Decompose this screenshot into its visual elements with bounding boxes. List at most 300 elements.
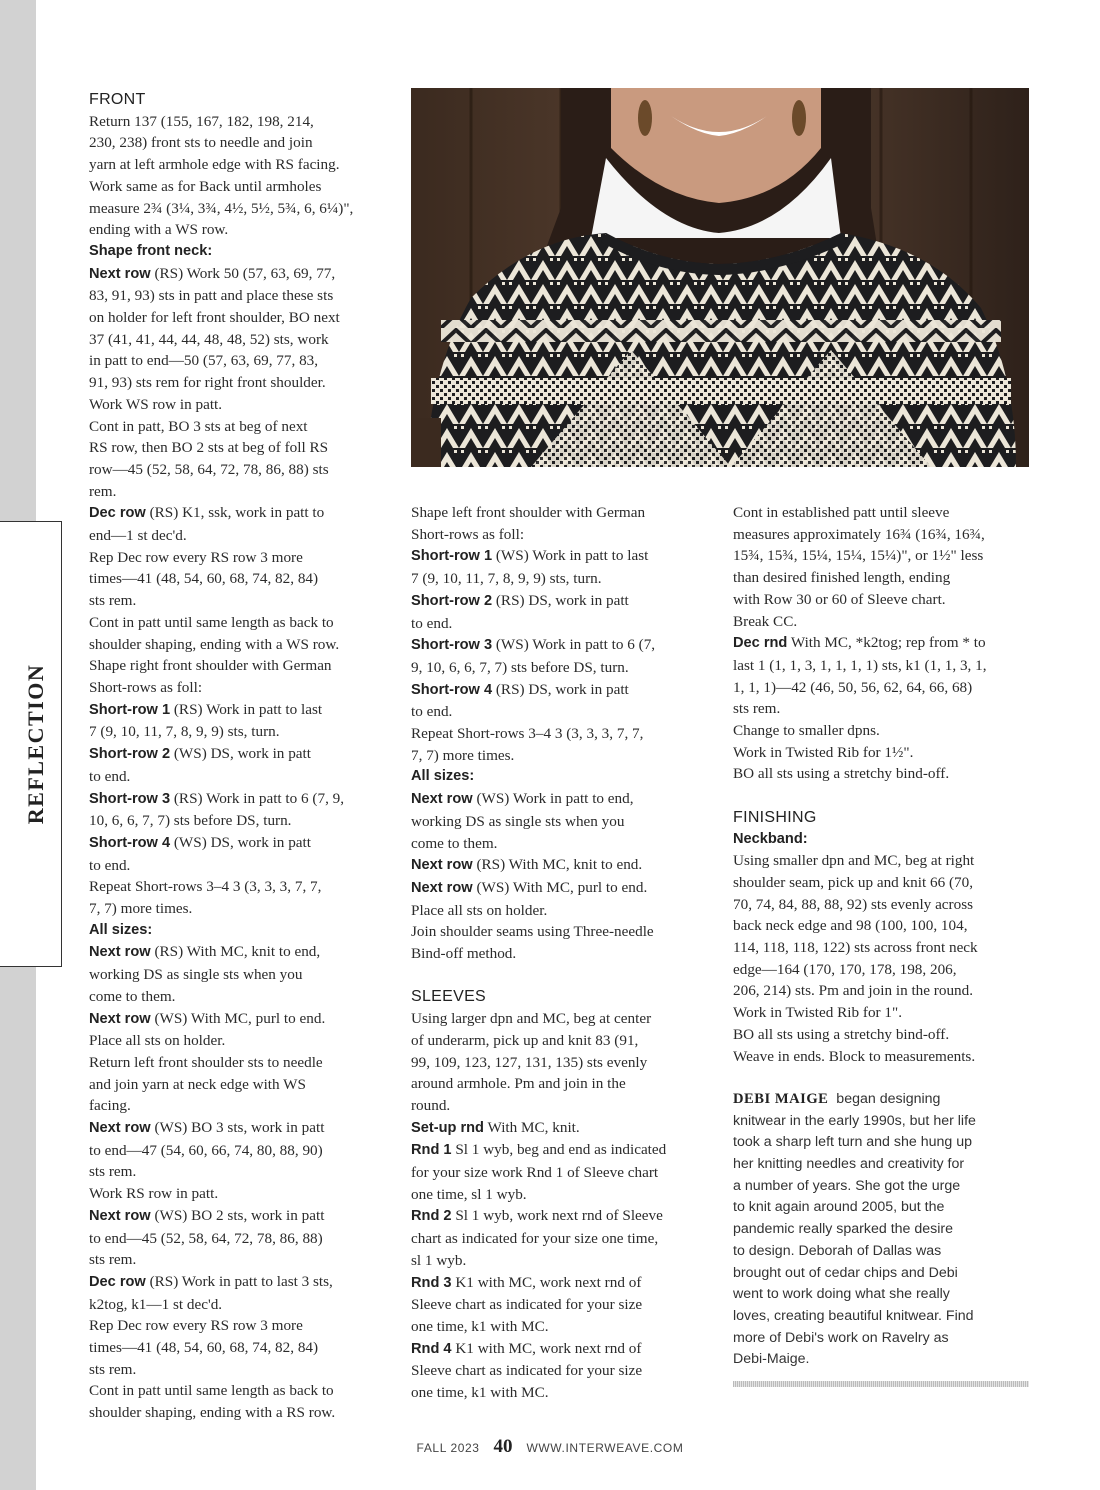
line-text: Rep Dec row every RS row 3 more bbox=[89, 548, 303, 566]
line-text: measure 2¾ (3¼, 3¾, 4½, 5½, 5¾, 6, 6¼)", bbox=[89, 199, 354, 217]
line-text: working DS as single sts when you bbox=[89, 966, 303, 984]
body-line bbox=[733, 545, 1033, 567]
body-line bbox=[411, 1073, 711, 1095]
bio-text: a number of years. She got the urge bbox=[733, 1177, 961, 1194]
line-text: of underarm, pick up and knit 83 (91, bbox=[411, 1031, 639, 1049]
step-label: Next row bbox=[89, 1207, 151, 1224]
body-line bbox=[411, 877, 711, 900]
line-text: to end. bbox=[411, 703, 453, 721]
body-line bbox=[89, 198, 389, 220]
line-text: With MC, *k2tog; rep from * to bbox=[787, 634, 986, 652]
subheading: All sizes: bbox=[89, 921, 153, 938]
line-text: sts rem. bbox=[89, 592, 137, 610]
step-label: Short-row 2 bbox=[89, 746, 171, 763]
step-label: Short-row 2 bbox=[411, 592, 493, 609]
body-line bbox=[89, 1271, 389, 1294]
line-text: (WS) Work in patt to 6 (7, bbox=[492, 636, 656, 654]
body-line bbox=[733, 524, 1033, 546]
line-text: times—41 (48, 54, 60, 68, 74, 82, 84) bbox=[89, 1339, 319, 1357]
line-text: Bind-off method. bbox=[411, 945, 517, 963]
body-line bbox=[89, 176, 389, 198]
body-line bbox=[89, 855, 389, 877]
line-text: shoulder shaping, ending with a RS row. bbox=[89, 1404, 336, 1422]
body-line bbox=[89, 766, 389, 788]
step-label: Short-row 4 bbox=[89, 834, 171, 851]
body-line bbox=[411, 1272, 711, 1295]
column-2 bbox=[411, 502, 711, 1404]
line-text: one time, sl 1 wyb. bbox=[411, 1185, 527, 1203]
body-line bbox=[89, 721, 389, 743]
line-text: Return 137 (155, 167, 182, 198, 214, bbox=[89, 112, 314, 130]
line-text: (WS) With MC, purl to end. bbox=[150, 1009, 326, 1027]
line-text: Break CC. bbox=[733, 612, 798, 630]
line-text: row—45 (52, 58, 64, 72, 78, 86, 88) sts bbox=[89, 460, 329, 478]
body-line bbox=[411, 723, 711, 745]
body-line bbox=[411, 900, 711, 922]
line-text: to end—45 (52, 58, 64, 72, 78, 86, 88) bbox=[89, 1229, 323, 1247]
line-text: 9, 10, 6, 6, 7, 7) sts before DS, turn. bbox=[411, 658, 629, 676]
line-text: come to them. bbox=[411, 834, 498, 852]
line-text: (RS) Work 50 (57, 63, 69, 77, bbox=[150, 264, 336, 282]
body-line bbox=[89, 655, 389, 677]
body-line bbox=[411, 921, 711, 943]
bio-text: more of Debi's work on Ravelry as bbox=[733, 1329, 949, 1346]
line-text: Place all sts on holder. bbox=[411, 901, 548, 919]
body-line bbox=[411, 657, 711, 679]
body-line bbox=[89, 1095, 389, 1117]
line-text: 114, 118, 118, 122) sts across front neck bbox=[733, 939, 978, 957]
body-line bbox=[411, 613, 711, 635]
body-line bbox=[89, 810, 389, 832]
body-line bbox=[411, 1250, 711, 1272]
column-1 bbox=[89, 89, 389, 1424]
body-line bbox=[411, 524, 711, 546]
line-text: (RS) With MC, knit to end. bbox=[472, 856, 643, 874]
body-line bbox=[89, 1315, 389, 1337]
line-text: 206, 214) sts. Pm and join in the round. bbox=[733, 982, 974, 1000]
line-text: Sleeve chart as indicated for your size bbox=[411, 1296, 643, 1314]
body-line bbox=[89, 219, 389, 241]
line-text: sts rem. bbox=[89, 1251, 137, 1269]
step-label: Short-row 3 bbox=[89, 790, 171, 807]
step-label: Rnd 1 bbox=[411, 1142, 452, 1159]
body-line bbox=[89, 263, 389, 286]
line-text: one time, k1 with MC. bbox=[411, 1318, 549, 1335]
body-line bbox=[89, 1161, 389, 1183]
body-line bbox=[411, 854, 711, 877]
body-line bbox=[733, 915, 1033, 937]
body-line bbox=[411, 811, 711, 833]
body-line bbox=[411, 1184, 711, 1206]
bio-text: knitwear in the early 1990s, but her life bbox=[733, 1112, 976, 1129]
line-text: 15¾, 15¾, 15¼, 15¼, 15¼)", or 1½" less bbox=[733, 547, 984, 565]
step-label: Next row bbox=[89, 944, 151, 961]
line-text: Short-rows as foll: bbox=[89, 678, 203, 696]
line-text: (RS) DS, work in patt bbox=[492, 680, 629, 698]
body-line bbox=[89, 634, 389, 656]
body-line bbox=[733, 502, 1033, 524]
line-text: (WS) BO 3 sts, work in patt bbox=[150, 1119, 325, 1137]
subheading: Neckband: bbox=[733, 830, 808, 847]
body-line bbox=[89, 832, 389, 855]
step-label: Set-up rnd bbox=[411, 1119, 484, 1136]
body-line bbox=[89, 699, 389, 722]
line-text: chart as indicated for your size one time, bbox=[411, 1230, 659, 1248]
line-text: (RS) Work in patt to last bbox=[170, 700, 323, 718]
line-text: than desired finished length, ending bbox=[733, 569, 951, 587]
line-text: Short-rows as foll: bbox=[411, 525, 525, 543]
body-line bbox=[733, 720, 1033, 742]
body-line bbox=[89, 1228, 389, 1250]
body-line bbox=[411, 568, 711, 590]
body-line bbox=[411, 1382, 711, 1404]
body-line bbox=[733, 872, 1033, 894]
line-text: to end. bbox=[411, 614, 453, 632]
paragraph-gap bbox=[733, 1067, 1033, 1089]
body-line bbox=[89, 1140, 389, 1162]
body-line bbox=[411, 1052, 711, 1074]
line-text: Join shoulder seams using Three-needle bbox=[411, 923, 654, 941]
body-line bbox=[733, 655, 1033, 677]
line-text: (RS) Work in patt to last 3 sts, bbox=[145, 1272, 333, 1290]
line-text: times—41 (48, 54, 60, 68, 74, 82, 84) bbox=[89, 570, 319, 588]
bio-text: went to work doing what she really bbox=[733, 1286, 950, 1303]
bio-text: took a sharp left turn and she hung up bbox=[733, 1134, 972, 1151]
body-line bbox=[89, 1052, 389, 1074]
body-line bbox=[733, 850, 1033, 872]
step-label: Next row bbox=[89, 265, 151, 282]
body-line bbox=[733, 1024, 1033, 1046]
step-label: Short-row 1 bbox=[411, 548, 493, 565]
line-text: come to them. bbox=[89, 987, 176, 1005]
line-text: to end. bbox=[89, 856, 131, 874]
body-line bbox=[411, 1139, 711, 1162]
line-text: to end—47 (54, 60, 66, 74, 80, 88, 90) bbox=[89, 1141, 323, 1159]
line-text: sts rem. bbox=[733, 700, 781, 718]
section-heading: FRONT bbox=[89, 91, 146, 108]
body-line bbox=[89, 285, 389, 307]
bio-text: loves, creating beautiful knitwear. Find bbox=[733, 1307, 974, 1324]
body-line bbox=[733, 1002, 1033, 1024]
step-label: Next row bbox=[89, 1120, 151, 1137]
line-text: (WS) BO 2 sts, work in patt bbox=[150, 1206, 325, 1224]
body-line bbox=[89, 307, 389, 329]
body-line bbox=[411, 1095, 711, 1117]
line-text: (WS) With MC, purl to end. bbox=[472, 878, 648, 896]
body-line bbox=[411, 1030, 711, 1052]
body-line bbox=[89, 1402, 389, 1424]
body-line bbox=[89, 964, 389, 986]
body-line bbox=[89, 1294, 389, 1316]
line-text: sts rem. bbox=[89, 1360, 137, 1378]
bio-line bbox=[733, 1111, 1033, 1133]
line-text: sts rem. bbox=[89, 1163, 137, 1181]
line-text: Repeat Short-rows 3–4 3 (3, 3, 3, 7, 7, bbox=[89, 878, 322, 896]
body-line bbox=[89, 1183, 389, 1205]
body-line bbox=[89, 111, 389, 133]
line-text: (RS) Work in patt to 6 (7, 9, bbox=[170, 789, 345, 807]
line-text: With MC, knit. bbox=[483, 1118, 580, 1136]
line-text: for your size work Rnd 1 of Sleeve chart bbox=[411, 1164, 659, 1182]
body-line bbox=[89, 898, 389, 920]
body-line bbox=[411, 1338, 711, 1361]
line-text: (RS) K1, ssk, work in patt to bbox=[145, 504, 325, 522]
subheading: All sizes: bbox=[411, 768, 475, 785]
body-line bbox=[411, 679, 711, 702]
line-text: in patt to end—50 (57, 63, 69, 77, 83, bbox=[89, 352, 319, 370]
body-line bbox=[411, 701, 711, 723]
line-text: 7 (9, 10, 11, 7, 8, 9, 9) sts, turn. bbox=[411, 570, 602, 588]
bio-line bbox=[733, 1284, 1033, 1306]
body-line bbox=[89, 1249, 389, 1271]
body-line bbox=[89, 525, 389, 547]
step-label: Dec row bbox=[89, 505, 146, 522]
body-line bbox=[411, 833, 711, 855]
line-text: 7, 7) more times. bbox=[411, 746, 515, 764]
column-3 bbox=[733, 502, 1033, 1371]
body-line bbox=[89, 1074, 389, 1096]
body-line bbox=[411, 1316, 711, 1338]
step-label: Dec rnd bbox=[733, 635, 788, 652]
line-text: Work same as for Back until armholes bbox=[89, 177, 322, 195]
body-line bbox=[411, 545, 711, 568]
body-line bbox=[733, 742, 1033, 764]
body-line bbox=[411, 590, 711, 613]
line-text: yarn at left armhole edge with RS facing. bbox=[89, 156, 340, 174]
body-line bbox=[89, 1008, 389, 1031]
line-text: ending with a WS row. bbox=[89, 221, 229, 239]
body-line bbox=[411, 1360, 711, 1382]
line-text: Shape right front shoulder with German bbox=[89, 657, 332, 675]
body-line bbox=[89, 481, 389, 503]
body-line bbox=[89, 394, 389, 416]
designer-name: DEBI MAIGE bbox=[733, 1090, 829, 1107]
bio-text: pandemic really sparked the desire bbox=[733, 1221, 954, 1238]
step-label: Short-row 4 bbox=[411, 681, 493, 698]
body-line bbox=[89, 986, 389, 1008]
bio-line bbox=[733, 1154, 1033, 1176]
body-line bbox=[411, 1117, 711, 1140]
line-text: Work in Twisted Rib for 1½". bbox=[733, 743, 914, 761]
body-line bbox=[733, 611, 1033, 633]
line-text: (WS) DS, work in patt bbox=[170, 833, 311, 851]
body-line bbox=[89, 1380, 389, 1402]
line-text: RS row, then BO 2 sts at beg of foll RS bbox=[89, 439, 329, 457]
line-text: 7, 7) more times. bbox=[89, 900, 193, 918]
bio-line bbox=[733, 1197, 1033, 1219]
line-text: 37 (41, 41, 44, 44, 48, 48, 52) sts, work bbox=[89, 330, 329, 348]
body-line bbox=[89, 416, 389, 438]
body-line bbox=[89, 1359, 389, 1381]
line-text: Sl 1 wyb, beg and end as indicated bbox=[451, 1141, 667, 1159]
bio-line bbox=[733, 1219, 1033, 1241]
line-text: Cont in patt until same length as back to bbox=[89, 613, 334, 631]
body-line bbox=[411, 788, 711, 811]
line-text: end—1 st dec'd. bbox=[89, 527, 187, 545]
step-label: Short-row 3 bbox=[411, 637, 493, 654]
body-line bbox=[89, 502, 389, 525]
body-line bbox=[733, 937, 1033, 959]
body-line bbox=[411, 1205, 711, 1228]
body-line bbox=[89, 350, 389, 372]
body-line bbox=[89, 1030, 389, 1052]
bio-text: to design. Deborah of Dallas was bbox=[733, 1242, 942, 1259]
line-text: K1 with MC, work next rnd of bbox=[451, 1273, 642, 1291]
bio-line bbox=[733, 1176, 1033, 1198]
body-line bbox=[89, 329, 389, 351]
bio-divider bbox=[733, 1381, 1029, 1387]
line-text: BO all sts using a stretchy bind-off. bbox=[733, 1025, 950, 1043]
line-text: 7 (9, 10, 11, 7, 8, 9, 9) sts, turn. bbox=[89, 723, 280, 741]
line-text: sl 1 wyb. bbox=[411, 1251, 467, 1269]
section-heading: SLEEVES bbox=[411, 988, 487, 1006]
page-number: 40 bbox=[493, 1436, 513, 1457]
line-text: Work RS row in patt. bbox=[89, 1185, 219, 1203]
line-text: to end. bbox=[89, 767, 131, 785]
line-text: Return left front shoulder sts to needle bbox=[89, 1053, 323, 1071]
line-text: with Row 30 or 60 of Sleeve chart. bbox=[733, 590, 946, 608]
bio-line bbox=[733, 1306, 1033, 1328]
line-text: Place all sts on holder. bbox=[89, 1032, 226, 1050]
body-line bbox=[733, 589, 1033, 611]
step-label: Short-row 1 bbox=[89, 701, 171, 718]
section-tab-label: REFLECTION bbox=[23, 663, 48, 825]
line-text: back neck edge and 98 (100, 100, 104, bbox=[733, 917, 968, 935]
step-label: Rnd 4 bbox=[411, 1340, 452, 1357]
body-line bbox=[733, 677, 1033, 699]
line-text: k2tog, k1—1 st dec'd. bbox=[89, 1295, 223, 1313]
line-text: Change to smaller dpns. bbox=[733, 722, 880, 740]
body-line bbox=[733, 959, 1033, 981]
bio-text: her knitting needles and creativity for bbox=[733, 1156, 965, 1173]
bio-line bbox=[733, 1349, 1033, 1371]
bio-text: began designing bbox=[828, 1090, 941, 1107]
line-text: 230, 238) front sts to needle and join bbox=[89, 134, 313, 152]
body-line bbox=[89, 743, 389, 766]
body-line bbox=[89, 459, 389, 481]
line-text: shoulder seam, pick up and knit 66 (70, bbox=[733, 873, 974, 891]
body-line bbox=[733, 763, 1033, 785]
line-text: round. bbox=[411, 1096, 451, 1114]
line-text: edge—164 (170, 170, 178, 198, 206, bbox=[733, 960, 957, 978]
line-text: (RS) DS, work in patt bbox=[492, 591, 629, 609]
bio-text: brought out of cedar chips and Debi bbox=[733, 1264, 958, 1281]
sweater-photo bbox=[411, 88, 1029, 467]
body-line bbox=[89, 941, 389, 964]
body-line bbox=[411, 745, 711, 767]
bio-line bbox=[733, 1089, 1033, 1111]
body-line bbox=[733, 1046, 1033, 1068]
step-label: Dec row bbox=[89, 1273, 146, 1290]
body-line bbox=[89, 590, 389, 612]
body-line bbox=[89, 154, 389, 176]
line-text: 1, 1, 1)—42 (46, 50, 56, 62, 64, 66, 68) bbox=[733, 678, 973, 696]
line-text: one time, k1 with MC. bbox=[411, 1384, 549, 1402]
line-text: shoulder shaping, ending with a WS row. bbox=[89, 635, 340, 653]
body-line bbox=[89, 1205, 389, 1228]
line-text: (WS) Work in patt to end, bbox=[472, 790, 634, 808]
body-line bbox=[89, 788, 389, 811]
body-line bbox=[411, 1294, 711, 1316]
body-line bbox=[733, 632, 1033, 655]
line-text: measures approximately 16¾ (16¾, 16¾, bbox=[733, 525, 985, 543]
line-text: (WS) DS, work in patt bbox=[170, 745, 311, 763]
body-line bbox=[411, 1228, 711, 1250]
body-line bbox=[89, 132, 389, 154]
body-line bbox=[89, 1337, 389, 1359]
bio-text: to knit again around 2005, but the bbox=[733, 1199, 945, 1216]
line-text: Using larger dpn and MC, beg at center bbox=[411, 1010, 652, 1028]
line-text: 10, 6, 6, 7, 7) sts before DS, turn. bbox=[89, 812, 292, 830]
step-label: Next row bbox=[411, 857, 473, 874]
line-text: K1 with MC, work next rnd of bbox=[451, 1339, 642, 1357]
body-line bbox=[89, 1117, 389, 1140]
footer-season: FALL 2023 bbox=[416, 1441, 480, 1455]
body-line bbox=[411, 1162, 711, 1184]
line-text: 91, 93) sts rem for right front shoulder. bbox=[89, 374, 326, 392]
body-line bbox=[411, 943, 711, 965]
step-label: Next row bbox=[411, 879, 473, 896]
line-text: (WS) Work in patt to last bbox=[492, 547, 649, 565]
line-text: 99, 109, 123, 127, 131, 135) sts evenly bbox=[411, 1053, 648, 1071]
body-line bbox=[89, 547, 389, 569]
body-line bbox=[89, 568, 389, 590]
bio-line bbox=[733, 1241, 1033, 1263]
line-text: last 1 (1, 1, 3, 1, 1, 1, 1) sts, k1 (1, 1, 3, 1, bbox=[733, 656, 987, 674]
body-line bbox=[89, 677, 389, 699]
line-text: facing. bbox=[89, 1097, 131, 1115]
line-text: Work in Twisted Rib for 1". bbox=[733, 1004, 902, 1022]
paragraph-gap bbox=[733, 785, 1033, 807]
step-label: Rnd 3 bbox=[411, 1274, 452, 1291]
page-footer bbox=[0, 1436, 1100, 1458]
line-text: working DS as single sts when you bbox=[411, 812, 625, 830]
body-line bbox=[411, 502, 711, 524]
body-line bbox=[89, 612, 389, 634]
line-text: Cont in established patt until sleeve bbox=[733, 504, 950, 521]
body-line bbox=[733, 698, 1033, 720]
section-heading: FINISHING bbox=[733, 808, 817, 826]
line-text: (RS) With MC, knit to end, bbox=[150, 943, 321, 961]
body-line bbox=[733, 567, 1033, 589]
line-text: 83, 91, 93) sts in patt and place these sts bbox=[89, 287, 334, 305]
step-label: Rnd 2 bbox=[411, 1208, 452, 1225]
line-text: and join yarn at neck edge with WS bbox=[89, 1075, 306, 1093]
step-label: Next row bbox=[89, 1010, 151, 1027]
line-text: rem. bbox=[89, 482, 117, 500]
line-text: Cont in patt, BO 3 sts at beg of next bbox=[89, 417, 308, 435]
body-line bbox=[411, 634, 711, 657]
bio-text: Debi-Maige. bbox=[733, 1351, 810, 1368]
line-text: Weave in ends. Block to measurements. bbox=[733, 1047, 976, 1065]
body-line bbox=[89, 437, 389, 459]
line-text: Repeat Short-rows 3–4 3 (3, 3, 3, 7, 7, bbox=[411, 725, 644, 743]
line-text: Using smaller dpn and MC, beg at right bbox=[733, 852, 975, 870]
footer-site: WWW.INTERWEAVE.COM bbox=[526, 1441, 684, 1455]
bio-line bbox=[733, 1132, 1033, 1154]
line-text: BO all sts using a stretchy bind-off. bbox=[733, 765, 950, 783]
line-text: Work WS row in patt. bbox=[89, 395, 223, 413]
body-line bbox=[89, 372, 389, 394]
line-text: Shape left front shoulder with German bbox=[411, 504, 646, 521]
line-text: 70, 74, 84, 88, 88, 92) sts evenly across bbox=[733, 895, 974, 913]
line-text: around armhole. Pm and join in the bbox=[411, 1075, 626, 1093]
line-text: on holder for left front shoulder, BO next bbox=[89, 309, 340, 327]
line-text: Sleeve chart as indicated for your size bbox=[411, 1362, 643, 1380]
step-label: Next row bbox=[411, 791, 473, 808]
line-text: Cont in patt until same length as back to bbox=[89, 1382, 334, 1400]
line-text: Rep Dec row every RS row 3 more bbox=[89, 1317, 303, 1335]
